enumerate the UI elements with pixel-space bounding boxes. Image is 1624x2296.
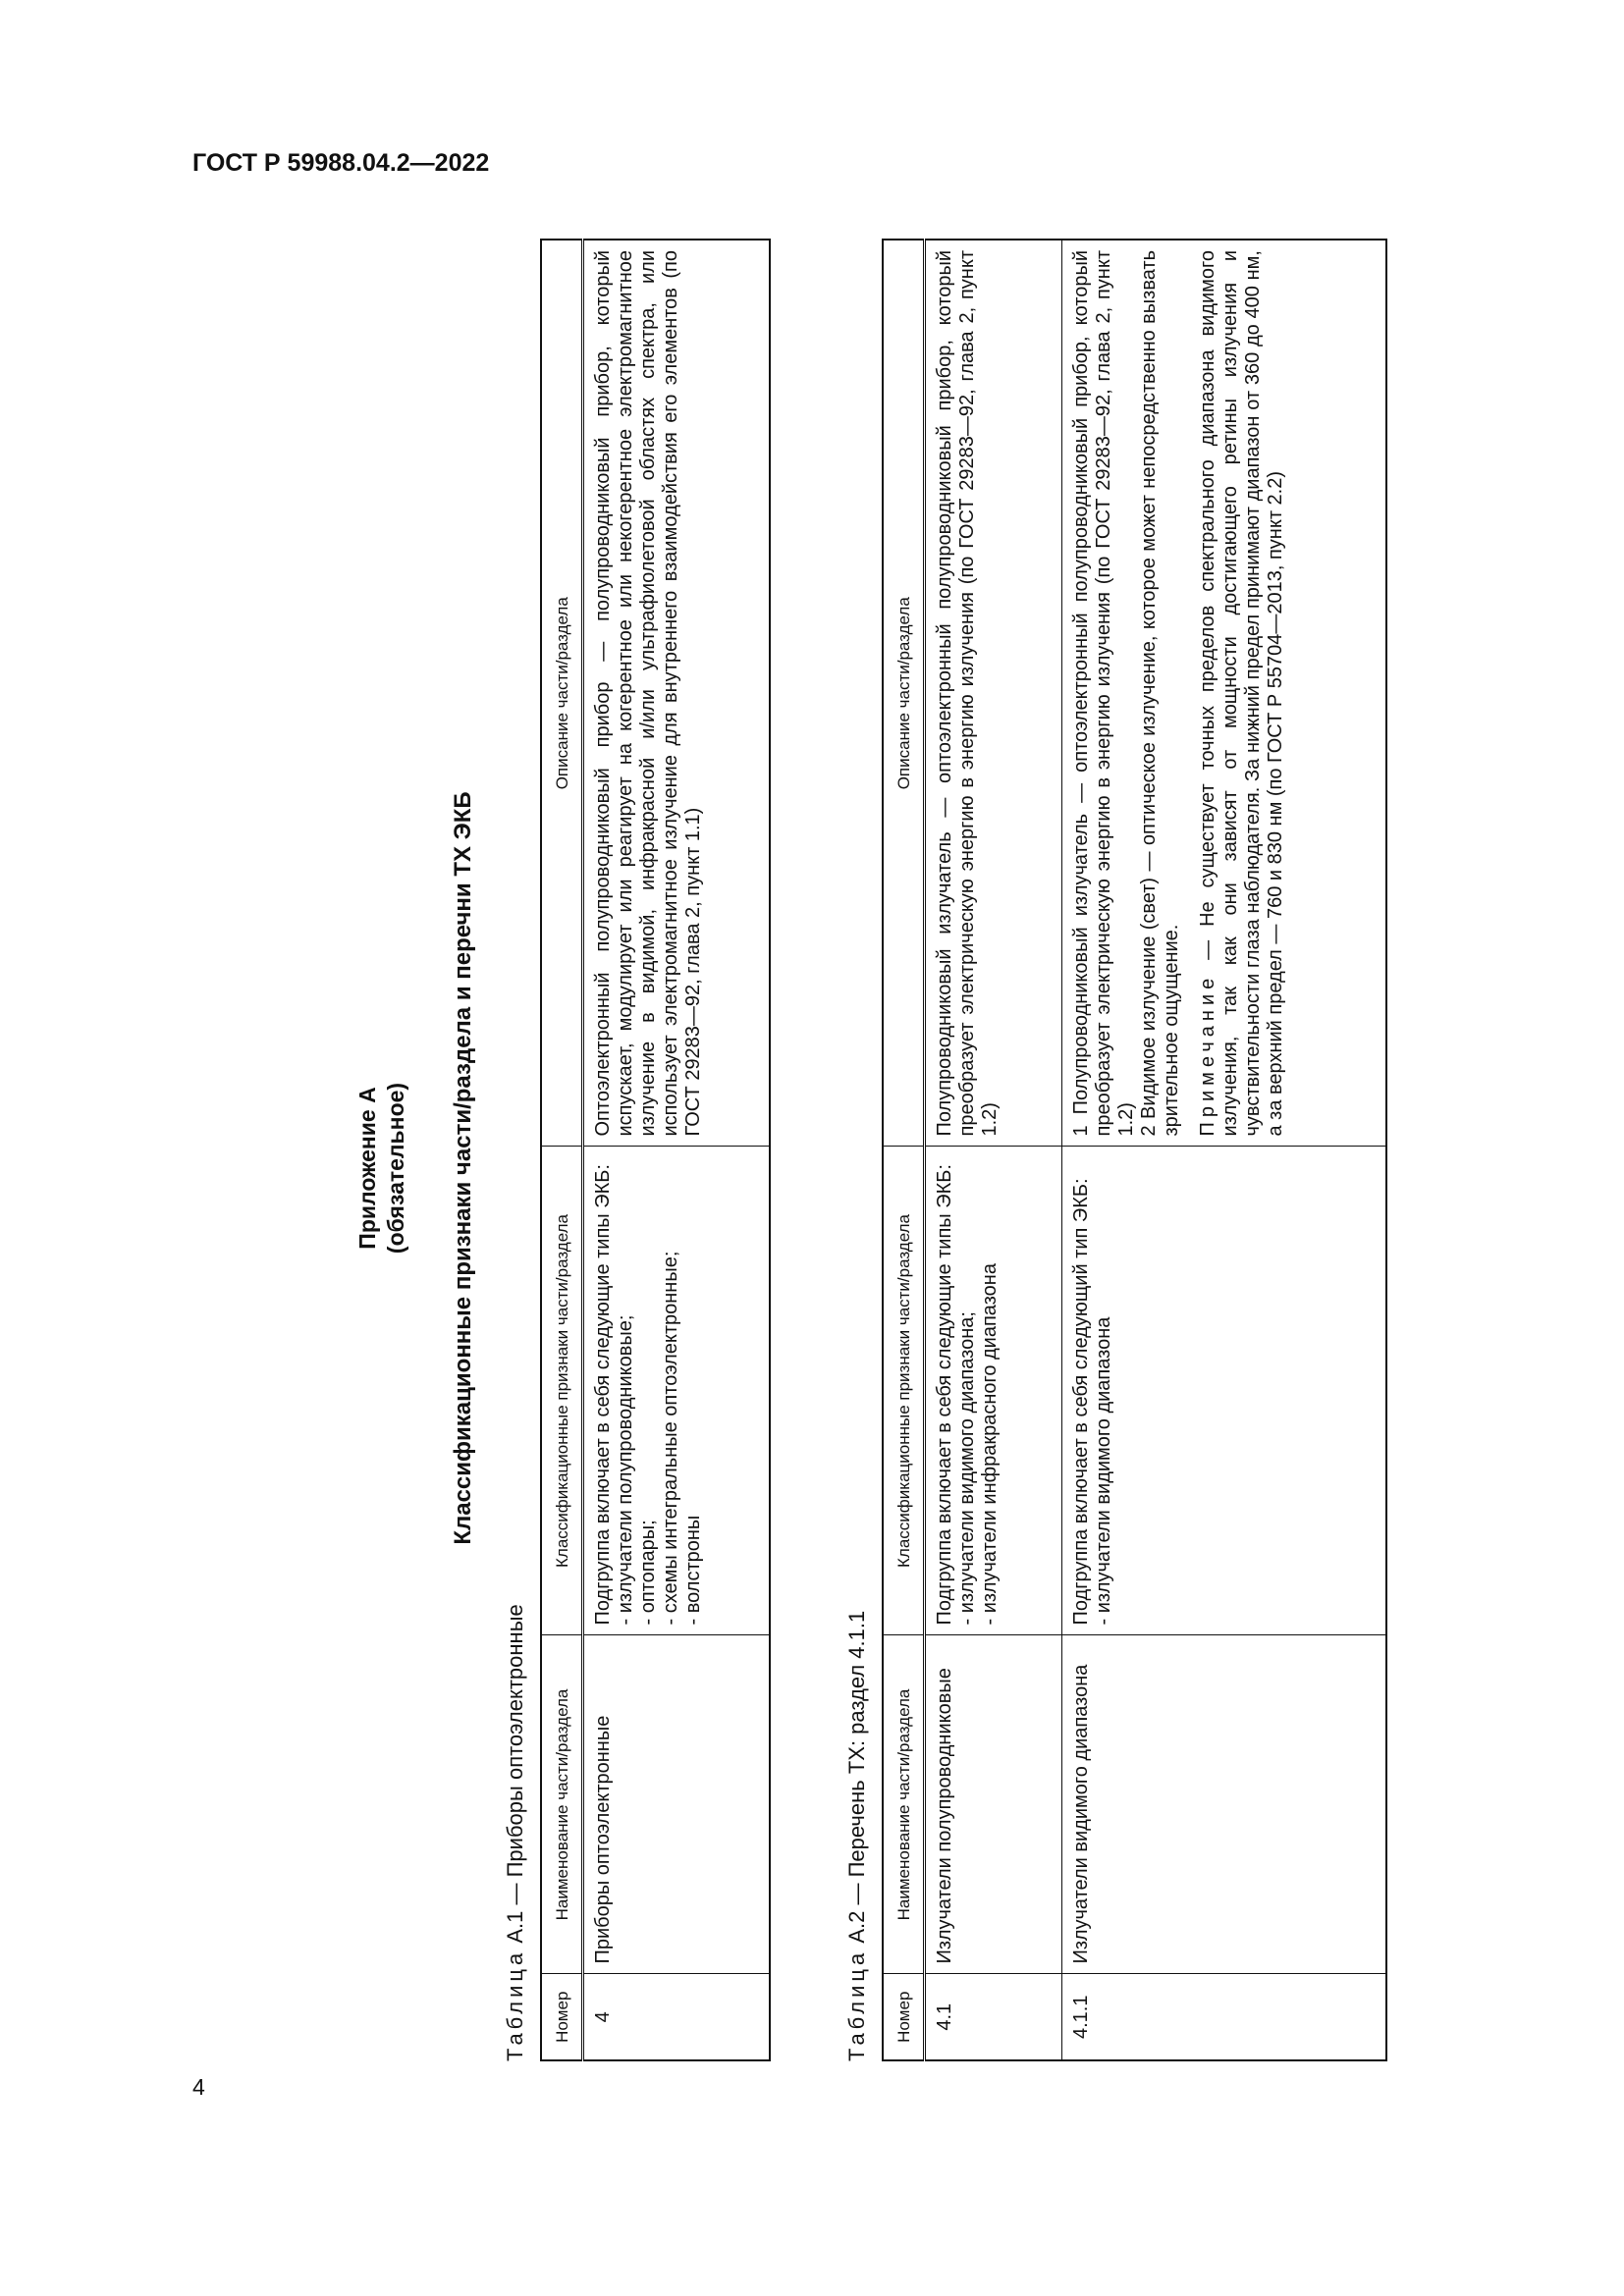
note-text: — Не существует точных пределов спектрального диапазона видимого излучения, так как они зависят от мощности достигающего ретины излучения и чувствительности глаза наблюдателя. За нижний предел принимают диапазон от 360 до 400 нм, а за верхний предел — 760 и 830 нм (по ГОСТ Р 55704—2013, пункт 2.2): [1197, 250, 1286, 1137]
caption-label: Таблица: [844, 1949, 869, 2061]
table-row: [583, 240, 770, 2060]
row-name: Приборы оптоэлектронные: [583, 1635, 770, 1974]
row-features: [925, 1147, 1062, 1635]
feature-line: Подгруппа включает в себя следующий тип ЭКБ:: [1070, 1178, 1092, 1626]
table-row: [925, 240, 1062, 2060]
rotated-content: [353, 236, 1286, 2101]
appendix-heading: [353, 236, 410, 2101]
row-number: 4.1: [925, 1974, 1062, 2060]
row-name: Излучатели полупроводниковые: [925, 1635, 1062, 1974]
caption-text: А.1 — Приборы оптоэлектронные: [503, 1604, 527, 1949]
table-a1-caption: [503, 1604, 528, 2061]
feature-line: - излучатели видимого диапазона;: [956, 1311, 978, 1626]
row-number: 4.1.1: [1062, 1974, 1386, 2060]
table-row: [1062, 240, 1386, 2060]
row-description: Полупроводниковый излучатель — оптоэлектронный полупроводниковый прибор, который преобразует электрическую энергию в энергию излучения (по ГОСТ 29283—92, глава 2, пункт 1.2): [925, 240, 1062, 1147]
col-header-name: Наименование части/раздела: [541, 1635, 583, 1974]
feature-line: - излучатели полупроводниковые;: [615, 1314, 636, 1626]
feature-line: Подгруппа включает в себя следующие типы ЭКБ:: [934, 1164, 955, 1626]
appendix-title: Приложение А: [354, 1087, 380, 1250]
description-item: 2 Видимое излучение (свет) — оптическое излучение, которое может непосредственно вызвать зрительное ощущение.: [1138, 250, 1182, 1137]
feature-line: - волстроны: [682, 1515, 704, 1626]
section-heading: Классификационные признаки части/раздела и перечни ТХ ЭКБ: [450, 791, 476, 1545]
row-description: Оптоэлектронный полупроводниковый прибор — полупроводниковый прибор, который испускает, модулирует или реагирует на когерентное или некогерентное электромагнитное излучение в видимой, инфракрасной и/или ультрафиолетовой областях спектра, или использует электромагнитное излучение для внутреннего взаимодействия его элементов (по ГОСТ 29283—92, глава 2, пункт 1.1): [583, 240, 770, 1147]
description-item: 1 Полупроводниковый излучатель — оптоэлектронный полупроводниковый прибор, который преобразует электрическую энергию в энергию излучения (по ГОСТ 29283—92, глава 2, пункт 1.2): [1070, 250, 1137, 1137]
feature-line: - излучатели видимого диапазона: [1093, 1316, 1114, 1626]
col-header-description: Описание части/раздела: [541, 240, 583, 1147]
row-name: Излучатели видимого диапазона: [1062, 1635, 1386, 1974]
table-header-row: [541, 240, 583, 2060]
feature-line: Подгруппа включает в себя следующие типы ЭКБ:: [592, 1164, 614, 1626]
feature-line: - оптопары;: [637, 1520, 659, 1626]
appendix-status: (обязательное): [383, 1082, 408, 1255]
row-description: [1062, 240, 1386, 1147]
feature-line: - излучатели инфракрасного диапазона: [979, 1263, 1001, 1626]
feature-line: - схемы интегральные оптоэлектронные;: [660, 1251, 681, 1626]
col-header-description: Описание части/раздела: [883, 240, 925, 1147]
table-a2: [882, 239, 1387, 2061]
document-standard-number: ГОСТ Р 59988.04.2—2022: [192, 149, 490, 177]
row-number: 4: [583, 1974, 770, 2060]
col-header-features: Классификационные признаки части/раздела: [883, 1147, 925, 1635]
col-header-features: Классификационные признаки части/раздела: [541, 1147, 583, 1635]
table-header-row: [883, 240, 925, 2060]
caption-text: А.2 — Перечень ТХ: раздел 4.1.1: [844, 1610, 869, 1949]
caption-label: Таблица: [503, 1949, 527, 2061]
row-features: [1062, 1147, 1386, 1635]
table-a2-caption: [844, 1611, 870, 2061]
col-header-number: Номер: [883, 1974, 925, 2060]
table-a1: [540, 239, 771, 2061]
page-number: 4: [192, 2074, 205, 2100]
col-header-name: Наименование части/раздела: [883, 1635, 925, 1974]
note-label: Примечание: [1197, 973, 1218, 1137]
spacer: [1183, 250, 1197, 1137]
row-features: [583, 1147, 770, 1635]
note: [1197, 250, 1287, 1137]
col-header-number: Номер: [541, 1974, 583, 2060]
